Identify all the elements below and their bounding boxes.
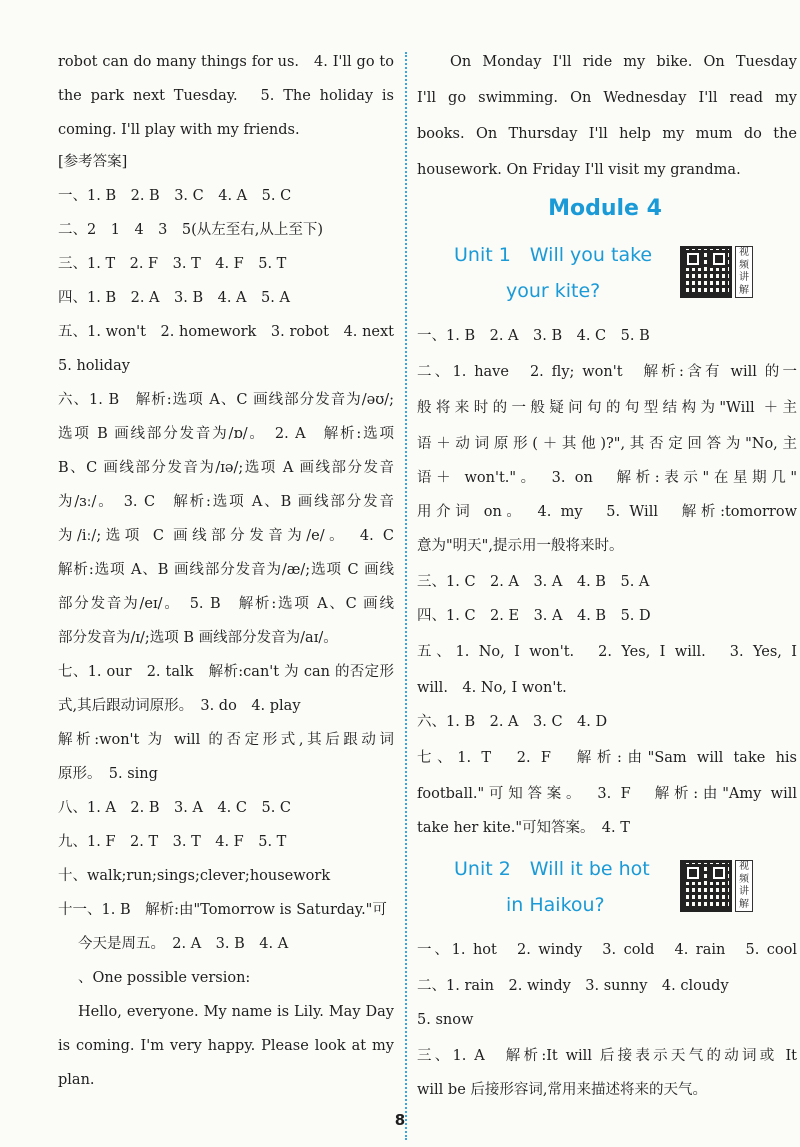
section-heading: [参考答案] <box>58 154 128 170</box>
unit-title: Unit 1 Will you take <box>454 244 653 266</box>
answer-line: football."可知答案。 3. F 解析:由"Amy will <box>417 786 797 802</box>
qr-code-icon[interactable] <box>680 860 732 912</box>
answer-line: 三、1. T 2. F 3. T 4. F 5. T <box>58 256 287 272</box>
answer-line: 一、1. hot 2. windy 3. cold 4. rain 5. cool <box>417 942 797 958</box>
unit-title: Unit 2 Will it be hot <box>454 858 650 880</box>
unit-title: in Haikou? <box>506 894 605 916</box>
unit-title: your kite? <box>506 280 601 302</box>
answer-line: 选项 B 画线部分发音为/ɒ/。 2. A 解析:选项 <box>58 426 394 442</box>
module-title: Module 4 <box>548 196 662 221</box>
answer-line: 六、1. B 解析:选项 A、C 画线部分发音为/əʊ/; <box>58 392 394 408</box>
answer-line: 六、1. B 2. A 3. C 4. D <box>417 714 608 730</box>
answer-line: 四、1. C 2. E 3. A 4. B 5. D <box>417 608 651 624</box>
answer-line: 为/ɜː/。 3. C 解析:选项 A、B 画线部分发音 <box>58 494 394 510</box>
essay-line: housework. On Friday I'll visit my grandma. <box>417 162 741 178</box>
answer-line: 今天是周五。 2. A 3. B 4. A <box>78 936 289 952</box>
answer-line: 5. snow <box>417 1012 474 1028</box>
text-line: robot can do many things for us. 4. I'll go to <box>58 54 394 70</box>
answer-line: 用介词 on。 4. my 5. Will 解析:tomorrow <box>417 504 797 520</box>
answer-line: 5. holiday <box>58 358 130 374</box>
answer-line: 九、1. F 2. T 3. T 4. F 5. T <box>58 834 287 850</box>
answer-line: 解析:选项 A、B 画线部分发音为/æ/;选项 C 画线 <box>58 562 394 578</box>
answer-line: 五、1. No, I won't. 2. Yes, I will. 3. Yes, I <box>417 644 797 660</box>
answer-line: 二、2 1 4 3 5(从左至右,从上至下) <box>58 222 324 238</box>
answer-line: 原形。 5. sing <box>58 766 158 782</box>
answer-line: 十一、1. B 解析:由"Tomorrow is Saturday."可 <box>58 902 387 918</box>
answer-line: take her kite."可知答案。 4. T <box>417 820 630 836</box>
answer-line: 三、1. C 2. A 3. A 4. B 5. A <box>417 574 650 590</box>
answer-line: 一、1. B 2. A 3. B 4. C 5. B <box>417 328 650 344</box>
essay-line: is coming. I'm very happy. Please look at my <box>58 1038 394 1054</box>
answer-line: 七、1. our 2. talk 解析:can't 为 can 的否定形 <box>58 664 394 680</box>
essay-line: plan. <box>58 1072 95 1088</box>
answer-line: 意为"明天",提示用一般将来时。 <box>417 538 624 554</box>
answer-line: 语＋动词原形(＋其他)?",其否定回答为"No,主 <box>417 436 797 452</box>
answer-line: 部分发音为/ɪ/;选项 B 画线部分发音为/aɪ/。 <box>58 630 338 646</box>
answer-line: 、One possible version: <box>78 970 251 986</box>
answer-line: 三、1. A 解析:It will 后接表示天气的动词或 It <box>417 1048 797 1064</box>
answer-line: 五、1. won't 2. homework 3. robot 4. next <box>58 324 394 340</box>
qr-code-icon[interactable] <box>680 246 732 298</box>
answer-line: 式,其后跟动词原形。 3. do 4. play <box>58 698 301 714</box>
answer-line: 为/iː/;选项 C 画线部分发音为/e/。 4. C <box>58 528 394 544</box>
answer-line: 八、1. A 2. B 3. A 4. C 5. C <box>58 800 292 816</box>
essay-line: I'll go swimming. On Wednesday I'll read my <box>417 90 797 106</box>
answer-line: 语＋ won't."。 3. on 解析:表示"在星期几" <box>417 470 797 486</box>
video-explain-label[interactable]: 视 频 讲 解 <box>735 246 753 298</box>
answer-line: 解析:won't 为 will 的否定形式,其后跟动词 <box>58 732 394 748</box>
answer-line: 四、1. B 2. A 3. B 4. A 5. A <box>58 290 290 306</box>
answer-line: will be 后接形容词,常用来描述将来的天气。 <box>417 1082 708 1098</box>
text-line: coming. I'll play with my friends. <box>58 122 300 138</box>
answer-line: 二、1. rain 2. windy 3. sunny 4. cloudy <box>417 978 729 994</box>
essay-line: books. On Thursday I'll help my mum do the <box>417 126 797 142</box>
page-number: 8 <box>394 1111 406 1129</box>
answer-line: 二、1. have 2. fly; won't 解析:含有 will 的一 <box>417 364 797 380</box>
essay-line: Hello, everyone. My name is Lily. May Day <box>78 1004 394 1020</box>
text-line: the park next Tuesday. 5. The holiday is <box>58 88 394 104</box>
answer-line: will. 4. No, I won't. <box>417 680 567 696</box>
answer-line: 部分发音为/eɪ/。 5. B 解析:选项 A、C 画线 <box>58 596 394 612</box>
video-explain-label[interactable]: 视 频 讲 解 <box>735 860 753 912</box>
answer-line: 十、walk;run;sings;clever;housework <box>58 868 331 884</box>
essay-line: On Monday I'll ride my bike. On Tuesday <box>450 54 797 70</box>
answer-line: B、C 画线部分发音为/ɪə/;选项 A 画线部分发音 <box>58 460 394 476</box>
answer-line: 般将来时的一般疑问句的句型结构为"Will ＋主 <box>417 400 797 416</box>
answer-line: 七、1. T 2. F 解析:由"Sam will take his <box>417 750 797 766</box>
answer-line: 一、1. B 2. B 3. C 4. A 5. C <box>58 188 292 204</box>
